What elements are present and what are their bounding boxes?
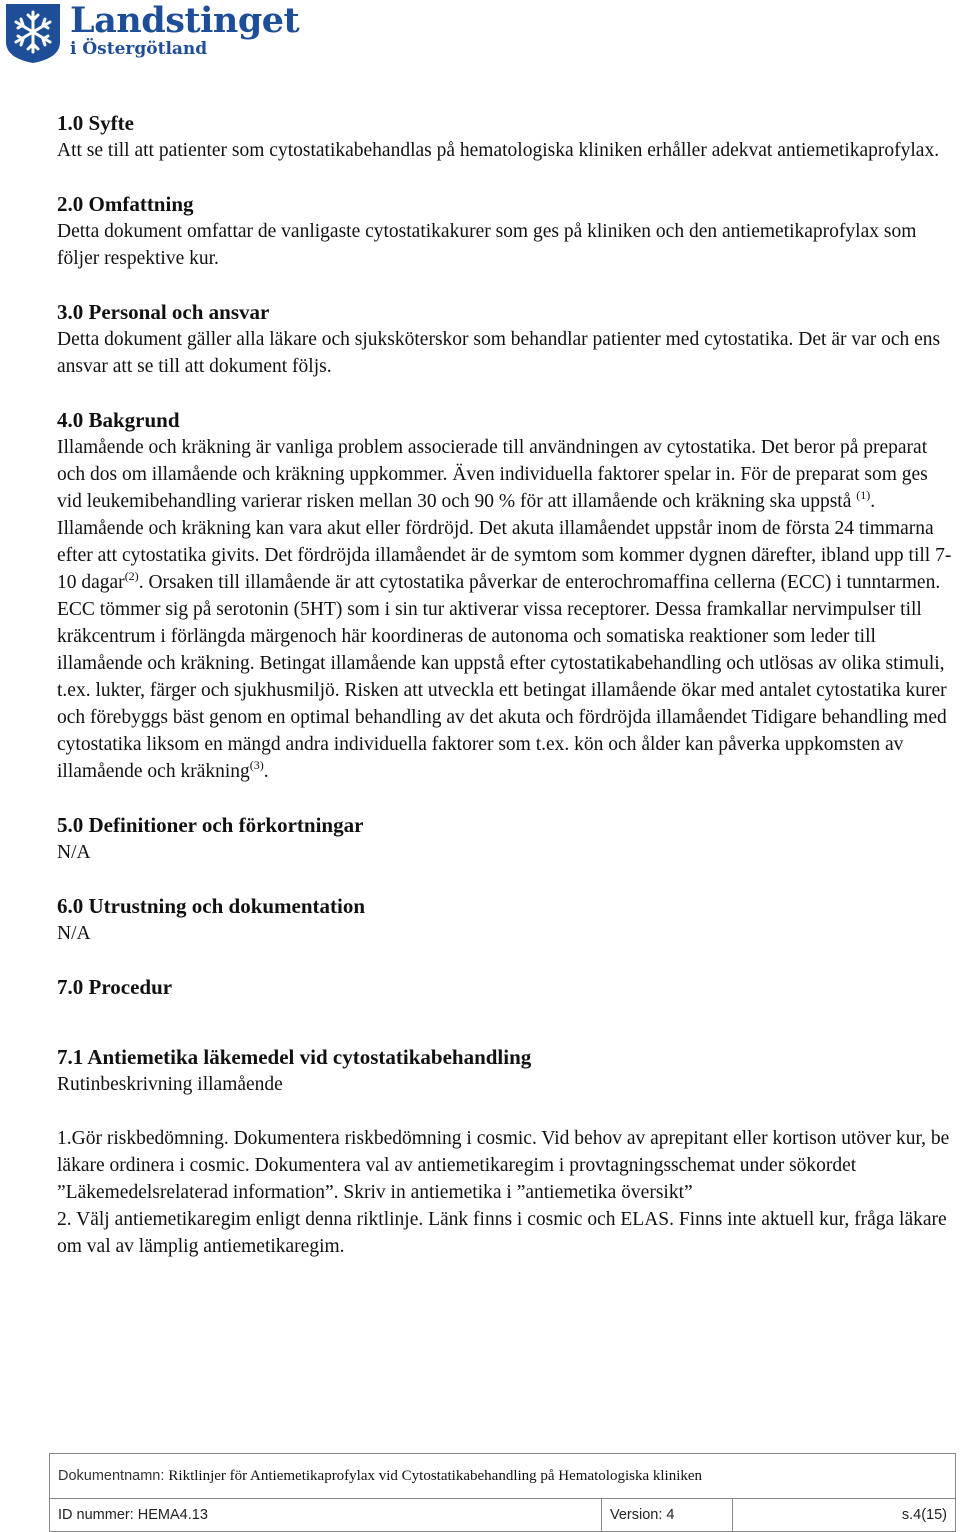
section-4-title: 4.0 Bakgrund [57,408,180,432]
section-3-text: Detta dokument gäller alla läkare och sjuksköterskor som behandlar patienter med cytostatika. Det är var och ens ansvar att se till att dokument följs. [57,329,941,377]
page-number: s.4(15) [901,1507,947,1523]
section-2-text: Detta dokument omfattar de vanligaste cytostatikakurer som ges på kliniken och den antiemetikaprofylax som följer respektive kur. [57,221,917,269]
footer-meta-row [49,1498,956,1532]
section-4-part-1: Illamående och kräkning är vanliga problem associerade till användningen av cytostatika. Det beror på preparat och dos om illamående och kräkning uppkommer. Även individuella faktorer spelar in. För de preparat som ges vid leukemibehandling varierar risken mellan 30 och 90 % för att illamående och kräkning ska uppstå [57,437,928,512]
document-version: Version: 4 [602,1499,733,1531]
section-7-1-subtitle: Rutinbeskrivning illamående [57,1074,283,1095]
logo-subtitle: i Östergötland [70,39,208,59]
section-7-title: 7.0 Procedur [57,975,173,999]
logo-title: Landstinget [70,0,300,41]
step-1: 1.Gör riskbedömning. Dokumentera riskbedömning i cosmic. Vid behov av aprepitant eller kortison utöver kur, be läkare ordinera i cosmic. Dokumentera val av antiemetikaregim i provtagningsschemat under sökordet ”Läkemedelsrelaterad information”. Skriv in antiemetika i ”antiemetika översikt” [57,1128,950,1203]
snowflake-emblem-icon [4,2,62,64]
section-4-end: . [263,761,269,782]
reference-1: (1) [856,488,871,502]
section-4-part-2: . Illamående och kräkning kan vara akut eller fördröjd. Det akuta illamåendet uppstår inom de första 24 timmarna efter att cytostatika givits. Det fördröjda illamåendet är de symtom som kommer dygnen därefter, ibland upp till 7-10 dagar [57,491,952,593]
section-1-text: Att se till att patienter som cytostatikabehandlas på hematologiska kliniken erhåller adekvat antiemetikaprofylax. [57,140,940,161]
section-3-title: 3.0 Personal och ansvar [57,300,270,324]
section-6-title: 6.0 Utrustning och dokumentation [57,894,366,918]
section-4-text [57,434,957,785]
reference-2: (2) [124,569,139,583]
section-2-title: 2.0 Omfattning [57,192,194,216]
document-footer [49,1453,956,1532]
footer-document-name-row [49,1453,956,1498]
section-5-title: 5.0 Definitioner och förkortningar [57,813,364,837]
section-5-text: N/A [57,842,91,863]
document-name-label: Dokumentnamn: [58,1468,165,1484]
reference-3: (3) [249,758,264,772]
document-name: Riktlinjer för Antiemetikaprofylax vid Cytostatikabehandling på Hematologiska kliniken [168,1467,703,1484]
document-id: ID nummer: HEMA4.13 [50,1499,602,1531]
step-2: 2. Välj antiemetikaregim enligt denna riktlinje. Länk finns i cosmic och ELAS. Finns inte aktuell kur, fråga läkare om val av lämplig antiemetikaregim. [57,1209,947,1257]
logo [4,2,299,64]
section-1-title: 1.0 Syfte [57,111,134,135]
section-7-1-title: 7.1 Antiemetika läkemedel vid cytostatikabehandling [57,1045,532,1069]
section-6-text: N/A [57,923,91,944]
document-body [57,110,957,1260]
section-4-part-3: . Orsaken till illamående är att cytostatika påverkar de enterochromaffina cellerna (ECC) i tunntarmen. ECC tömmer sig på serotonin (5HT) som i sin tur aktiverar vissa receptorer. Dessa framkallar nervimpulser till kräkcentrum i förlängda märgenoch här koordineras de autonoma och somatiska reaktioner som leder till illamående och kräkning. Betingat illamående kan uppstå efter cytostatikabehandling och utlösas av olika stimuli, t.ex. lukter, färger och sjukhusmiljö. Risken att utveckla ett betingat illamående ökar med antalet cytostatika kurer och förebyggs bäst genom en optimal behandling av det akuta och fördröjda illamåendet Tidigare behandling med cytostatika liksom en mängd andra individuella faktorer som t.ex. kön och ålder kan påverka uppkomsten av illamående och kräkning [57,572,947,782]
